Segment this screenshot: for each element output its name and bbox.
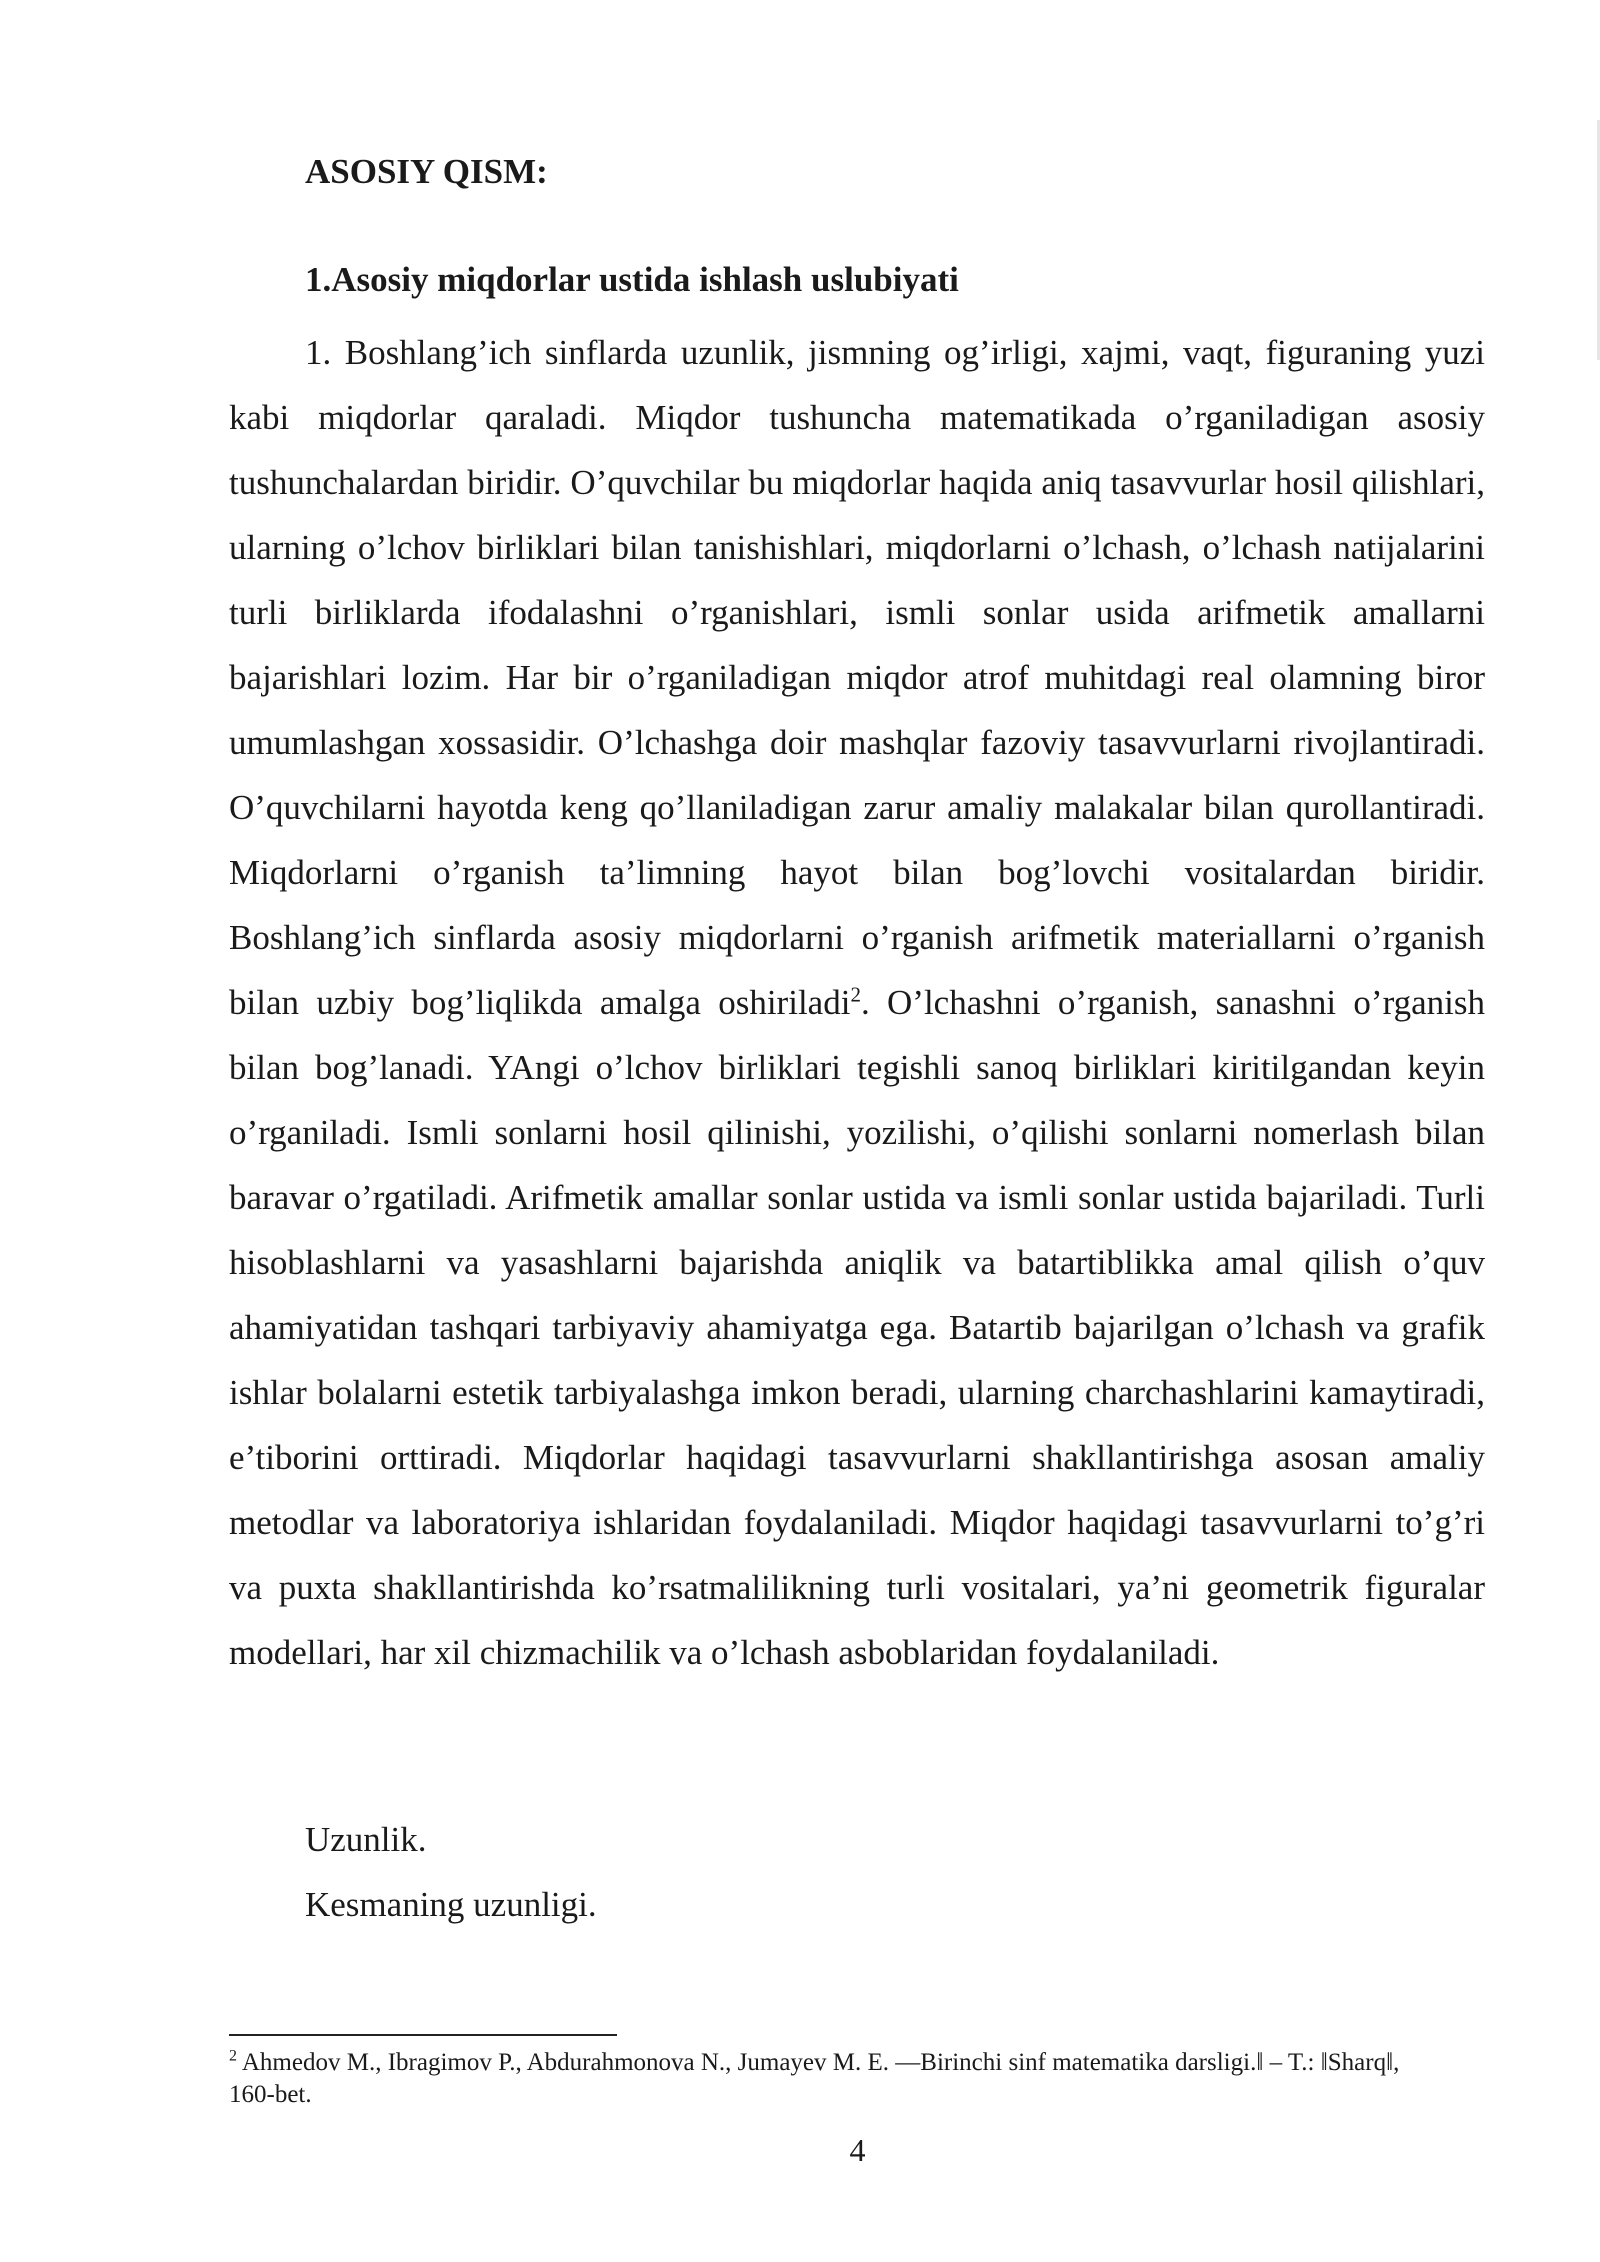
footnote (229, 2047, 1429, 2111)
paragraph-text-part-1: 1. Boshlang’ich sinflarda uzunlik, jismning og’irligi, xajmi, vaqt, figuraning yuzi kabi miqdorlar qaraladi. Miqdor tushuncha matematikada o’rganiladigan asosiy tushunchalardan biridir. O’quvchilar bu miqdorlar haqida aniq tasavvurlar hosil qilishlari, ularning o’lchov birliklari bilan tanishishlari, miqdorlarni o’lchash, o’lchash natijalarini turli birliklarda ifodalashni o’rganishlari, ismli sonlar usida arifmetik amallarni bajarishlari lozim. Har bir o’rganiladigan miqdor atrof muhitdagi real olamning biror umumlashgan xossasidir. O’lchashga doir mashqlar fazoviy tasavvurlarni rivojlantiradi. O’quvchilarni hayotda keng qo’llaniladigan zarur amaliy malakalar bilan qurollantiradi. Miqdorlarni o’rganish ta’limning hayot bilan bog’lovchi vositalardan biridir. Boshlang’ich sinflarda asosiy miqdorlarni o’rganish arifmetik materiallarni o’rganish bilan uzbiy bog’liqlikda amalga oshiriladi (229, 333, 1485, 1022)
paragraph-text-part-2: . O’lchashni o’rganish, sanashni o’rganish bilan bog’lanadi. YAngi o’lchov birliklari tegishli sanoq birliklari kiritilgandan keyin o’rganiladi. Ismli sonlarni hosil qilinishi, yozilishi, o’qilishi sonlarni nomerlash bilan baravar o’rgatiladi. Arifmetik amallar sonlar ustida va ismli sonlar ustida bajariladi. Turli hisoblashlarni va yasashlarni bajarishda aniqlik va batartiblikka amal qilish o’quv ahamiyatidan tashqari tarbiyaviy ahamiyatga ega. Batartib bajarilgan o’lchash va grafik ishlar bolalarni estetik tarbiyalashga imkon beradi, ularning charchashlarini kamaytiradi, e’tiborini orttiradi. Miqdorlar haqidagi tasavvurlarni shakllantirishga asosan amaliy metodlar va laboratoriya ishlaridan foydalaniladi. Miqdor haqidagi tasavvurlarni to’g’ri va puxta shakllantirishda ko’rsatmalilikning turli vositalari, ya’ni geometrik figuralar modellari, har xil chizmachilik va o’lchash asboblaridan foydalaniladi. (229, 983, 1485, 1672)
subtopic-kesma-uzunligi: Kesmaning uzunligi. (305, 1885, 597, 1924)
footnote-mark: 2 (229, 2047, 237, 2065)
page-heading: ASOSIY QISM: (305, 152, 548, 191)
footnote-separator (229, 2034, 617, 2036)
section-title: 1.Asosiy miqdorlar ustida ishlash uslubiyati (305, 260, 959, 299)
page-number: 4 (849, 2132, 866, 2168)
footnote-text: Ahmedov M., Ibragimov P., Abdurahmonova N., Jumayev M. E. ―Birinchi sinf matematika darsligi.‖ – T.: ‖Sharq‖, 160-bet. (229, 2049, 1400, 2108)
main-paragraph (229, 320, 1485, 1685)
footnote-reference[interactable]: 2 (850, 982, 861, 1007)
subtopic-uzunlik: Uzunlik. (305, 1820, 427, 1859)
